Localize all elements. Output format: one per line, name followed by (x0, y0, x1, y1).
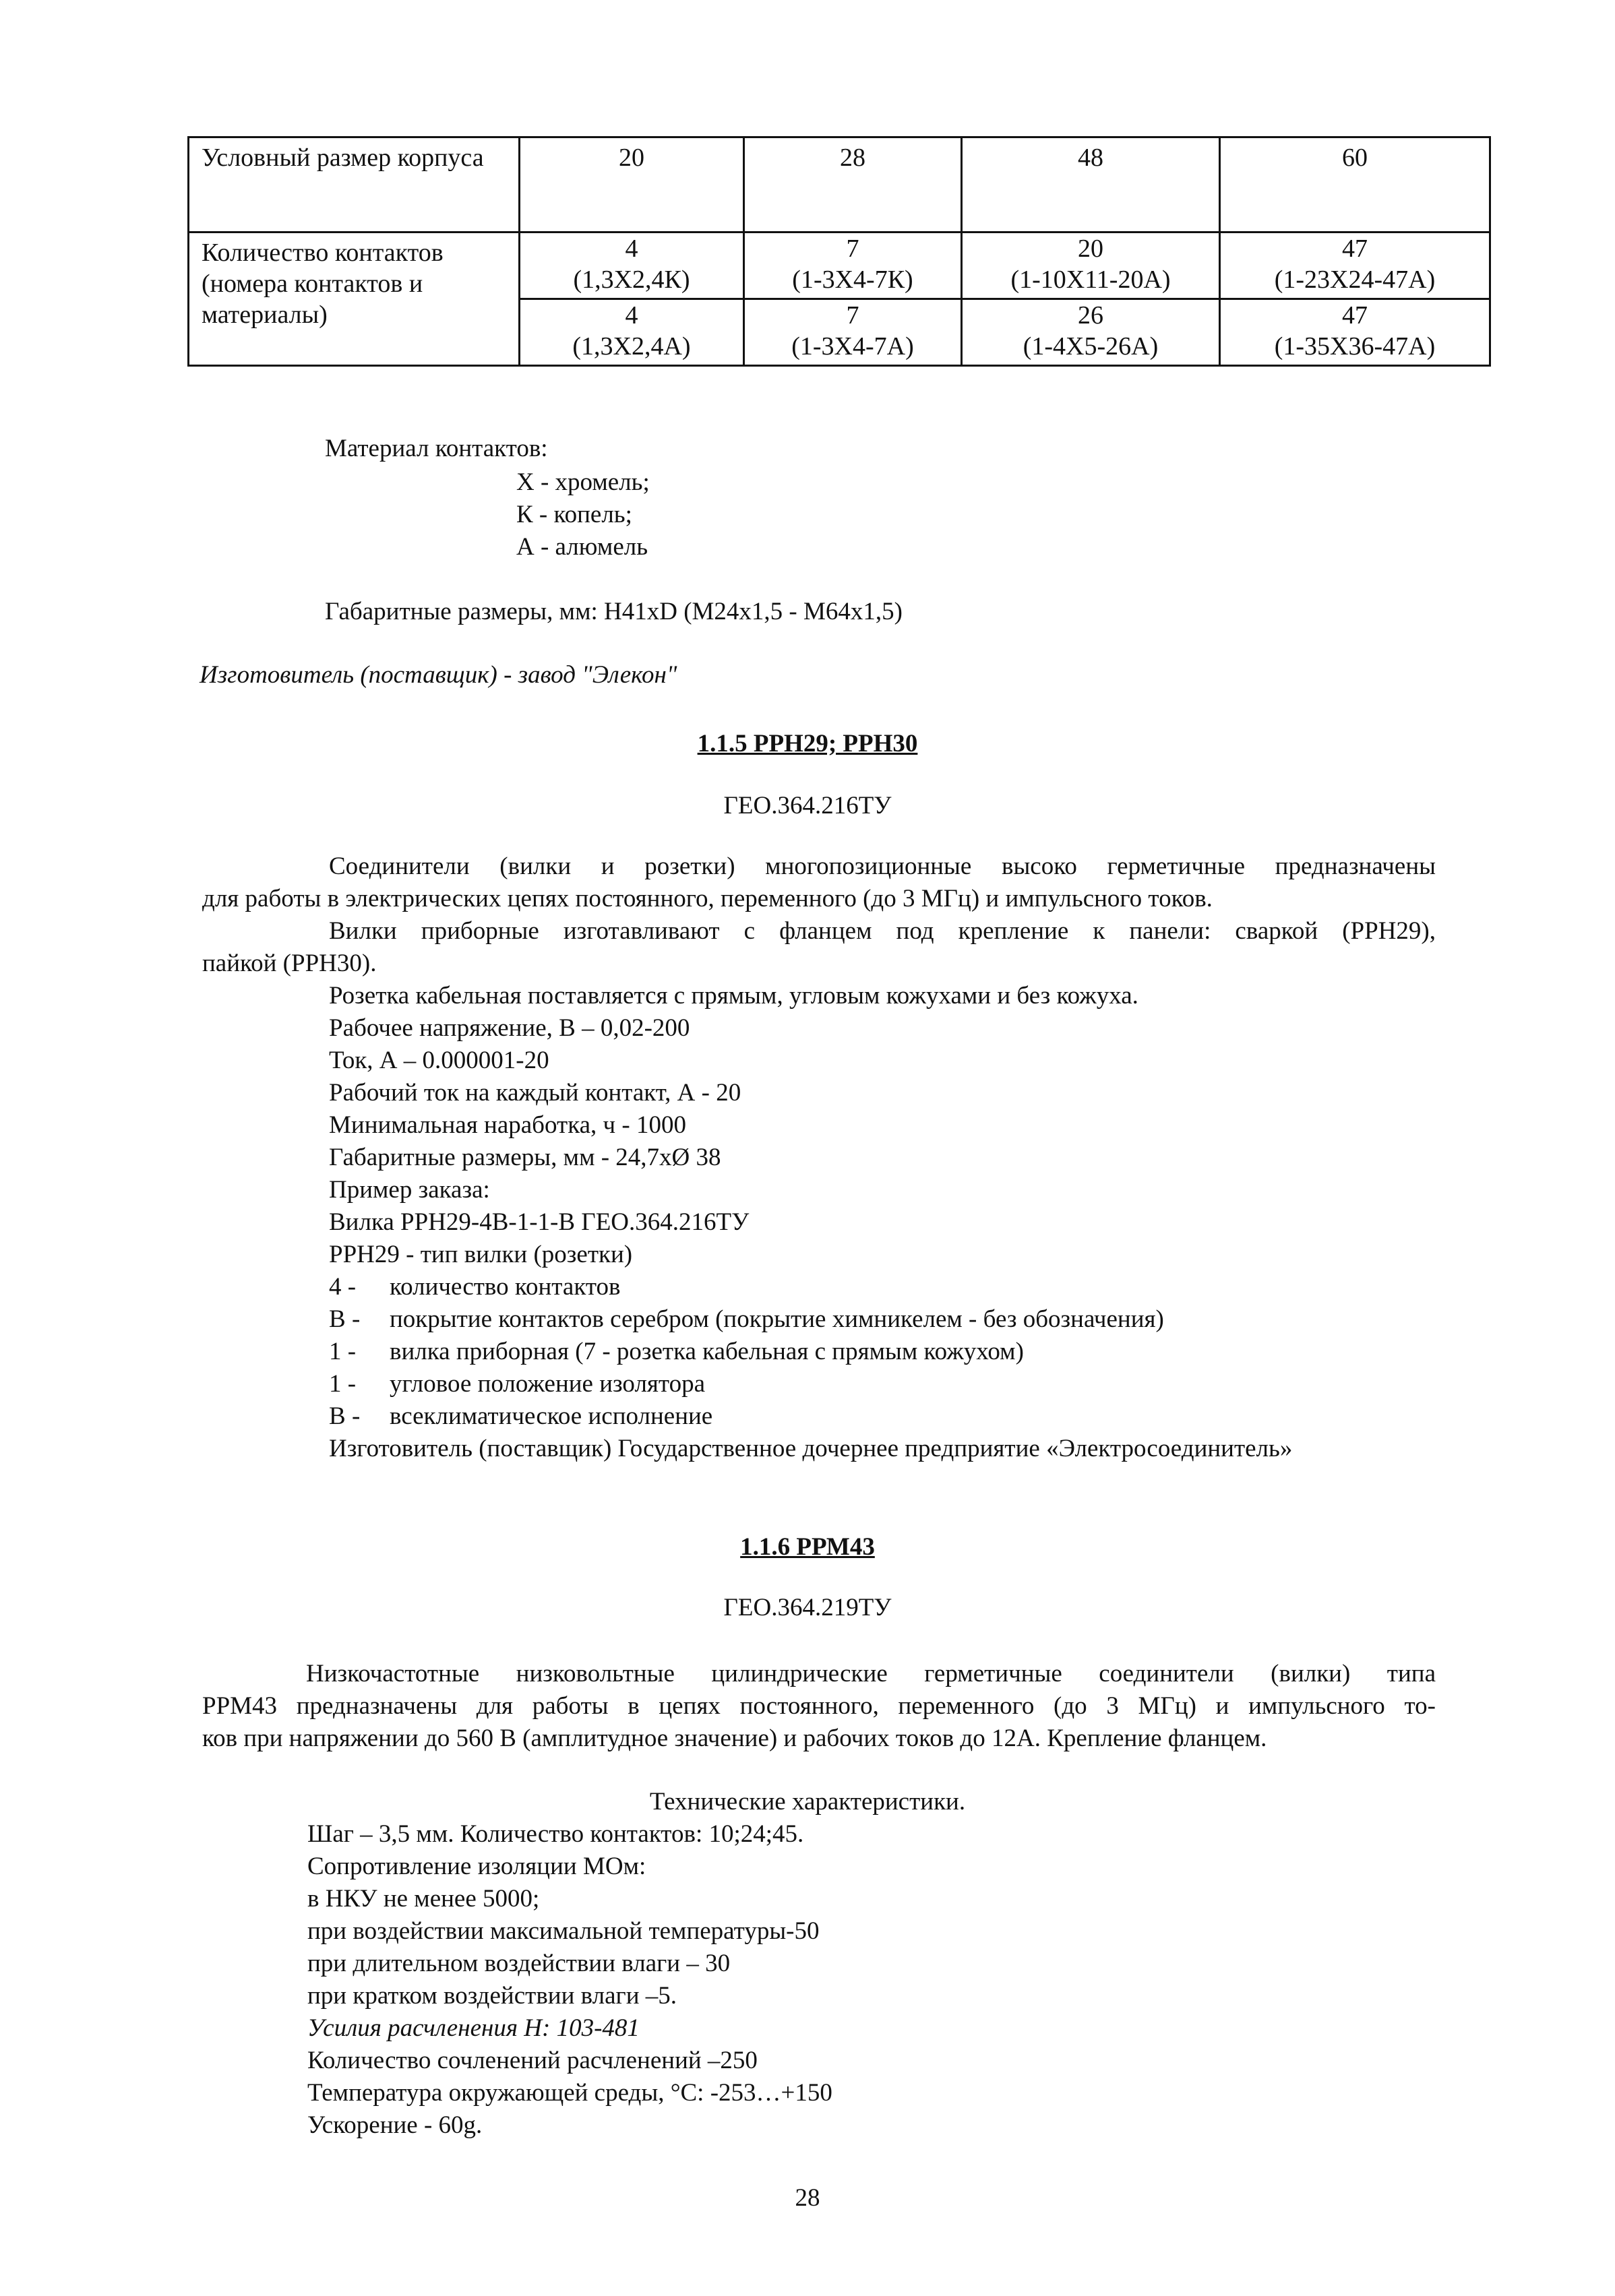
contact-numbers: (1-10Х11-20А) (1010, 266, 1171, 294)
contact-count: 26 (1078, 301, 1103, 330)
contact-numbers: (1-4Х5-26А) (1023, 332, 1159, 361)
contacts-cell (962, 232, 1220, 299)
text-line: Рабочее напряжение, В – 0,02-200 (329, 1014, 690, 1042)
text-line: Розетка кабельная поставляется с прямым, угловым кожухами и без кожуха. (329, 982, 1138, 1010)
contact-numbers: (1,3Х2,4К) (573, 266, 690, 294)
paragraph-line: для работы в электрических цепях постоянного, переменного (до 3 МГц) и импульсного токов. (202, 885, 1213, 912)
size-cell: 48 (962, 137, 1220, 232)
code-item: 1 - угловое положение изолятора (329, 1370, 706, 1398)
code-item: В - покрытие контактов серебром (покрытие химникелем - без обозначения) (329, 1305, 1164, 1333)
contacts-cell (962, 299, 1220, 366)
contact-count: 7 (846, 235, 859, 263)
contacts-label: Количество контактов (номера контактов и материалы) (189, 232, 520, 366)
code-description: всеклиматическое исполнение (390, 1402, 713, 1430)
contacts-cell (744, 299, 962, 366)
contact-count: 47 (1342, 301, 1368, 330)
text-line: Рабочий ток на каждый контакт, А - 20 (329, 1079, 741, 1107)
code-description: вилка приборная (7 - розетка кабельная с прямым кожухом) (390, 1338, 1024, 1365)
paragraph-line: пайкой (РРН30). (202, 950, 377, 977)
contacts-cell (520, 299, 744, 366)
page-number: 28 (795, 2184, 820, 2212)
material-item: А - алюмель (516, 533, 648, 561)
text-line: при кратком воздействии влаги –5. (307, 1982, 677, 2010)
size-label: Условный размер корпуса (189, 137, 520, 232)
code-item: 1 - вилка приборная (7 - розетка кабельная с прямым кожухом) (329, 1338, 1024, 1365)
size-cell: 20 (520, 137, 744, 232)
contacts-cell (1220, 232, 1490, 299)
contact-numbers: (1-3Х4-7К) (792, 266, 913, 294)
contacts-cell (1220, 299, 1490, 366)
table-row (189, 137, 1490, 232)
contacts-cell (744, 232, 962, 299)
contact-count: 7 (846, 301, 859, 330)
paragraph-line: Соединители (вилки и розетки) многопозиционные высоко герметичные предназначены (329, 852, 1436, 880)
size-cell: 60 (1220, 137, 1490, 232)
code-description: количество контактов (390, 1273, 621, 1301)
text-line: РРН29 - тип вилки (розетки) (329, 1241, 633, 1268)
contact-numbers: (1-3Х4-7А) (791, 332, 914, 361)
text-line: Температура окружающей среды, °С: -253…+150 (307, 2079, 832, 2107)
code-item: 4 - количество контактов (329, 1273, 621, 1301)
code-letter: 4 (329, 1273, 342, 1301)
code-description: угловое положение изолятора (390, 1370, 706, 1398)
contacts-cell (520, 232, 744, 299)
materials-title: Материал контактов: (325, 435, 548, 462)
text-line: при воздействии максимальной температуры-50 (307, 1917, 820, 1945)
code-letter: 1 (329, 1370, 342, 1398)
contact-count: 4 (625, 301, 638, 330)
code-description: покрытие контактов серебром (покрытие химникелем - без обозначения) (390, 1305, 1164, 1333)
code-letter: В (329, 1402, 346, 1430)
text-line: Пример заказа: (329, 1176, 490, 1204)
section-heading: 1.1.6 РРМ43 (740, 1533, 875, 1561)
paragraph-line: ков при напряжении до 560 В (амплитудное значение) и рабочих токов до 12А. Крепление фланцем. (202, 1725, 1267, 1752)
text-line: Количество сочленений расчленений –250 (307, 2047, 758, 2074)
text-line: Вилка РРН29-4В-1-1-В ГЕО.364.216ТУ (329, 1208, 750, 1236)
tech-title: Технические характеристики. (649, 1788, 966, 1816)
dimensions-text: Габаритные размеры, мм: Н41хD (М24х1,5 - М64х1,5) (325, 598, 903, 625)
size-cell: 28 (744, 137, 962, 232)
code-letter: В (329, 1305, 346, 1333)
contact-numbers: (1-35Х36-47А) (1274, 332, 1436, 361)
manufacturer-line: Изготовитель (поставщик) Государственное дочернее предприятие «Электросоединитель» (329, 1435, 1293, 1462)
code-item: В - всеклиматическое исполнение (329, 1402, 713, 1430)
material-item: К - копель; (516, 501, 632, 528)
spec-code: ГЕО.364.219ТУ (723, 1594, 892, 1621)
spec-code: ГЕО.364.216ТУ (723, 792, 892, 819)
paragraph-line: Вилки приборные изготавливают с фланцем под крепление к панели: сваркой (РРН29), (329, 917, 1436, 945)
code-letter: 1 (329, 1338, 342, 1365)
contact-numbers: (1,3Х2,4А) (572, 332, 691, 361)
text-line: Сопротивление изоляции МОм: (307, 1853, 646, 1880)
material-item: Х - хромель; (516, 468, 650, 496)
table-row (189, 232, 1490, 299)
contact-numbers: (1-23Х24-47А) (1274, 266, 1436, 294)
text-line: Минимальная наработка, ч - 1000 (329, 1111, 686, 1139)
contact-count: 4 (625, 235, 638, 263)
contact-count: 20 (1078, 235, 1103, 263)
text-line: Ток, А – 0.000001-20 (329, 1047, 549, 1074)
contact-count: 47 (1342, 235, 1368, 263)
text-line: в НКУ не менее 5000; (307, 1885, 540, 1913)
text-line: Шаг – 3,5 мм. Количество контактов: 10;24;45. (307, 1820, 804, 1848)
text-line: Ускорение - 60g. (307, 2111, 483, 2139)
contacts-table (187, 136, 1491, 367)
paragraph-line: РРМ43 предназначены для работы в цепях постоянного, переменного (до 3 МГц) и импульсного то- (202, 1692, 1436, 1720)
paragraph-line: Низкочастотные низковольтные цилиндрические герметичные соединители (вилки) типа (306, 1660, 1436, 1687)
text-line: Габаритные размеры, мм - 24,7хØ 38 (329, 1144, 721, 1171)
section-heading: 1.1.5 РРН29; РРН30 (697, 730, 918, 757)
manufacturer-line: Изготовитель (поставщик) - завод "Элекон" (200, 661, 677, 689)
text-line: при длительном воздействии влаги – 30 (307, 1950, 731, 1977)
text-line: Усилия расчленения Н: 103-481 (307, 2014, 640, 2042)
